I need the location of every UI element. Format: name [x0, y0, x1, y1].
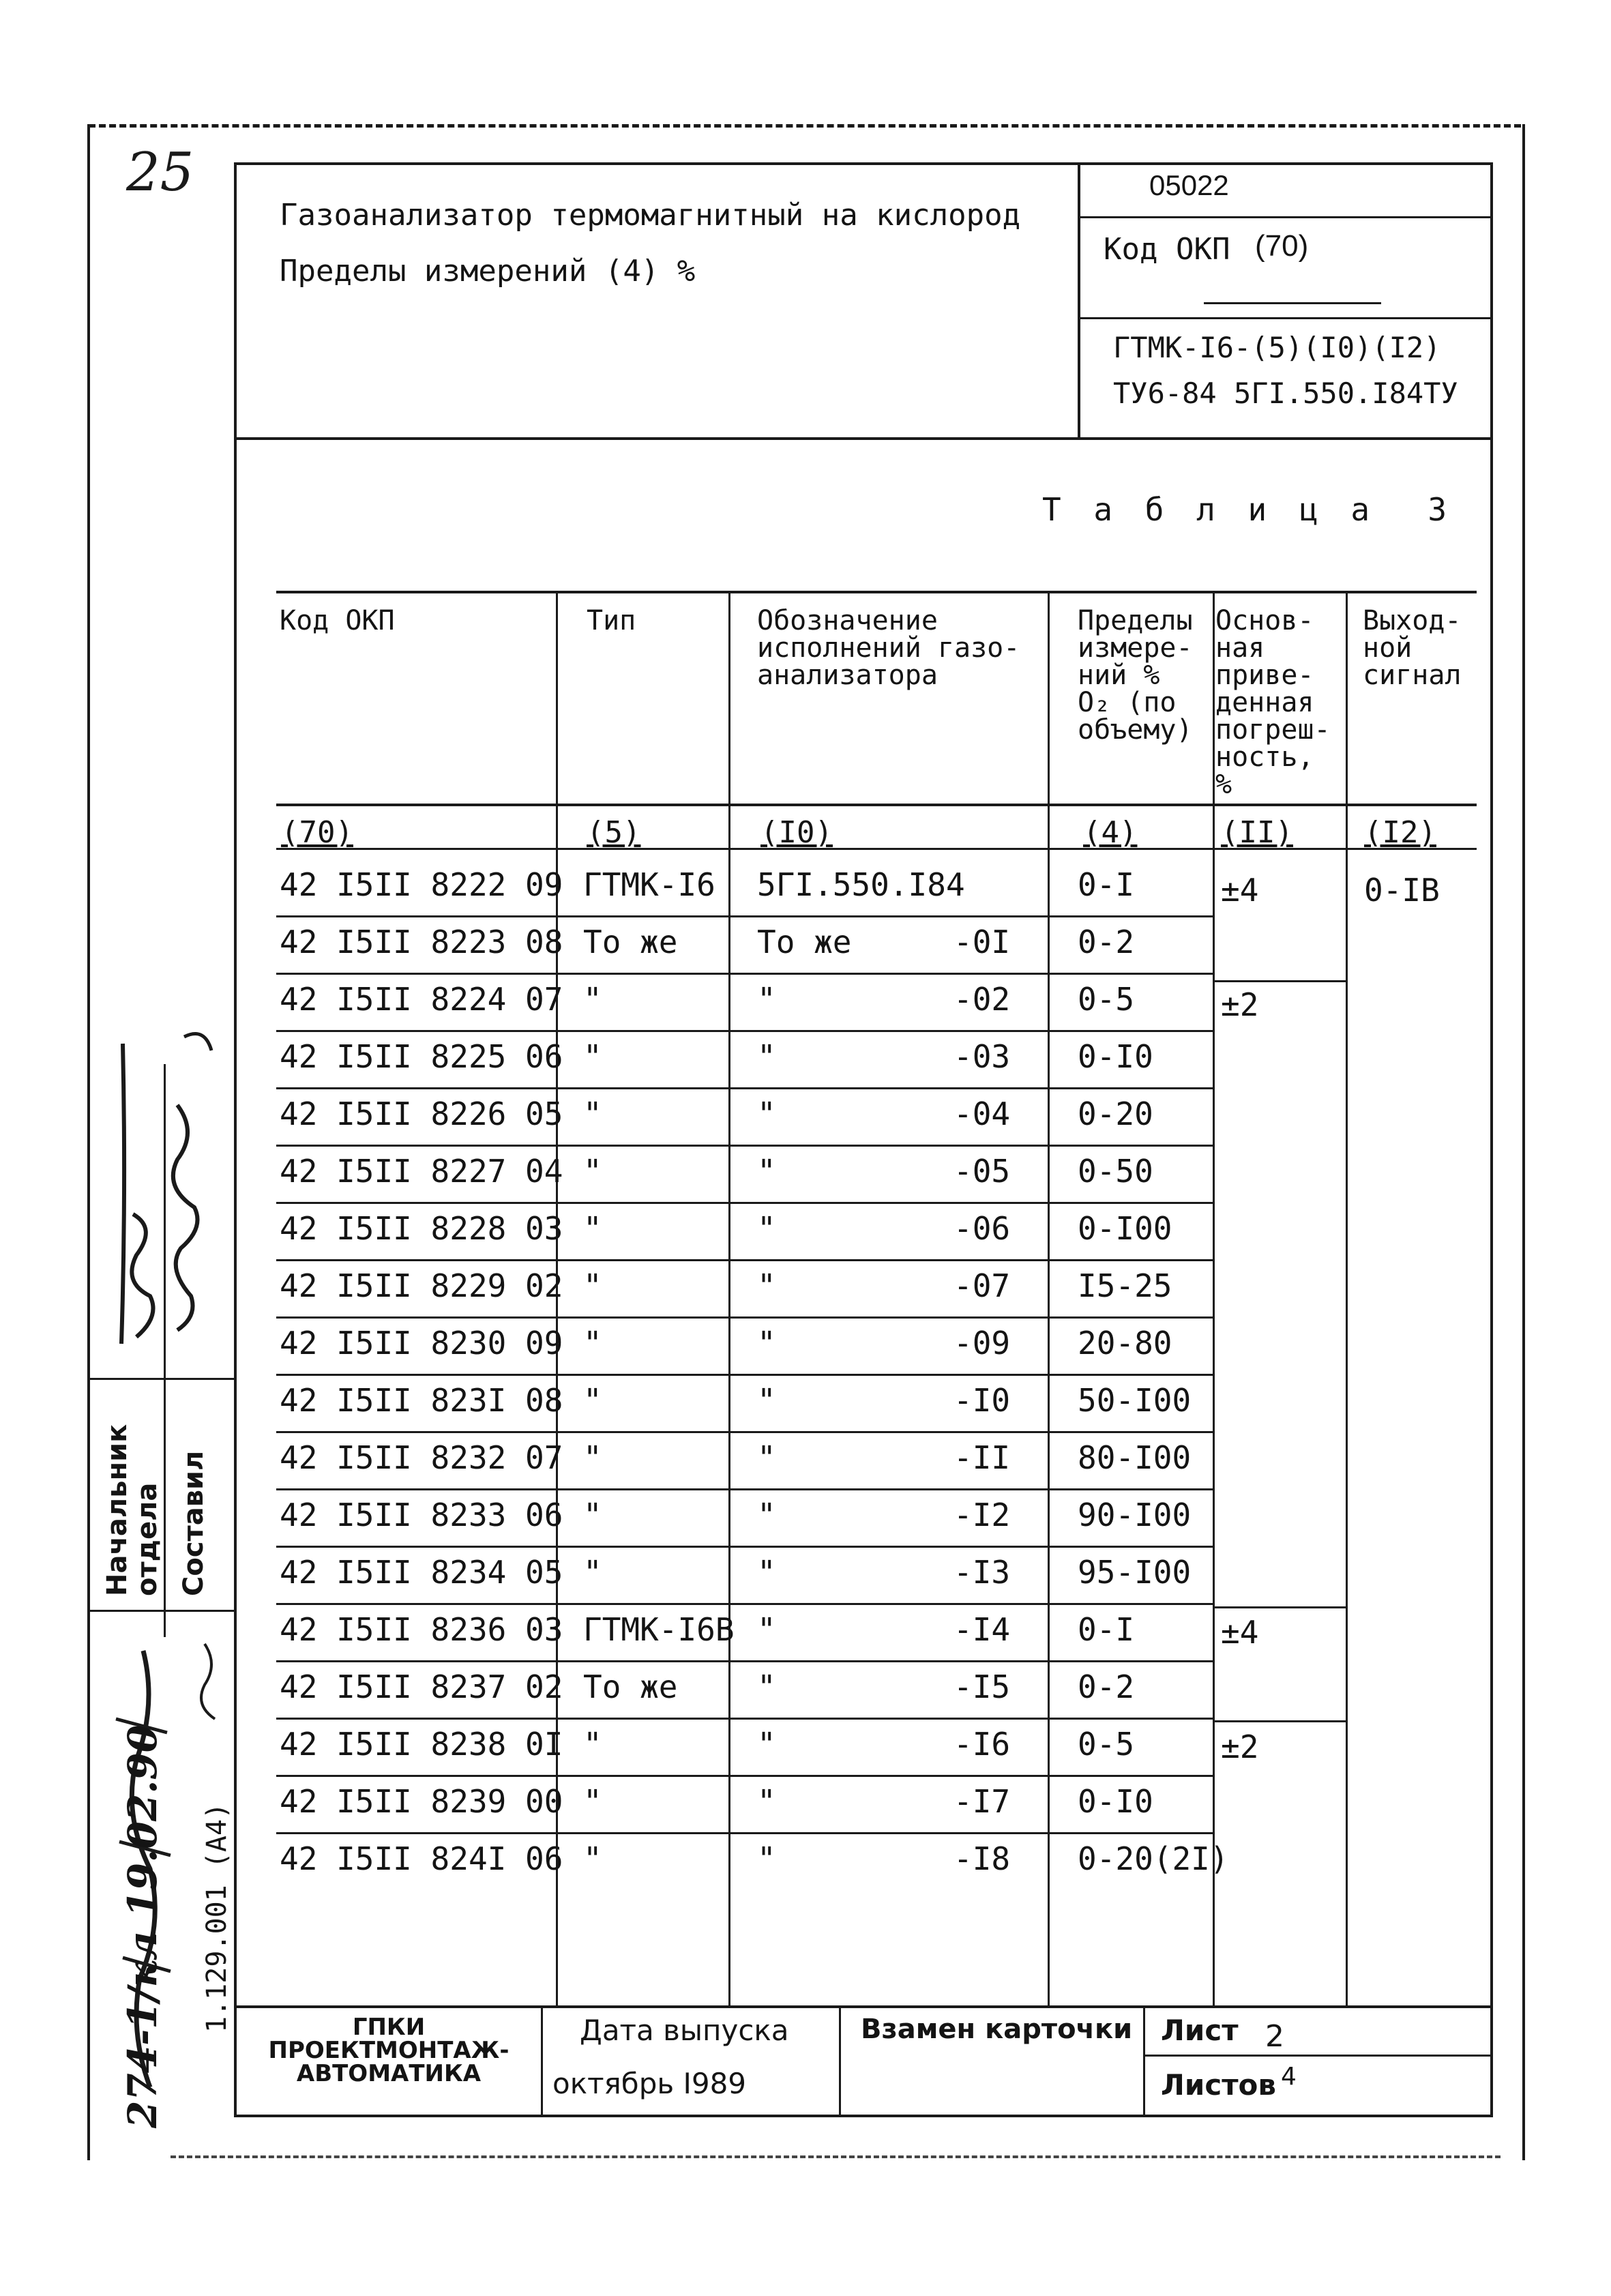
release-date-value: октябрь I989	[552, 2067, 747, 2100]
type-cell: "	[583, 1325, 602, 1362]
header-divider	[234, 437, 1493, 440]
frame-right	[1490, 162, 1493, 2117]
table-top	[276, 591, 1477, 593]
range-cell: 0-20	[1078, 1095, 1153, 1132]
okp-code-cell: 42 I5II 8227 04	[280, 1153, 563, 1190]
col-code-range: (4)	[1083, 815, 1138, 850]
range-cell: I5-25	[1078, 1267, 1172, 1304]
side-strip-line	[89, 1378, 235, 1380]
designation-cell: "	[757, 981, 776, 1018]
row-separator	[276, 1546, 1214, 1548]
type-cell: "	[583, 1153, 602, 1190]
page-border-right	[1522, 124, 1525, 2160]
table-header-line	[276, 804, 1477, 806]
designation-suffix-cell: -I3	[954, 1554, 1011, 1591]
row-separator	[276, 1488, 1214, 1490]
frame-top	[234, 162, 1493, 165]
handwritten-date: 274-1/кл 19.02.90	[119, 1724, 166, 2128]
row-separator	[276, 973, 1214, 975]
type-cell: "	[583, 1382, 602, 1419]
range-cell: 0-2	[1078, 1668, 1135, 1705]
designation-suffix-cell: -02	[954, 981, 1011, 1018]
author-label: Составил	[178, 1450, 209, 1596]
type-cell: "	[583, 1783, 602, 1820]
designation-suffix-cell: -II	[954, 1439, 1011, 1476]
designation-cell: "	[757, 1153, 776, 1190]
release-date-label: Дата выпуска	[580, 2014, 789, 2047]
type-cell: То же	[583, 924, 678, 960]
type-cell: "	[583, 1038, 602, 1075]
col-header-error: Основ- ная приве- денная погреш- ность, %	[1215, 605, 1331, 800]
sheets-label: Листов	[1161, 2068, 1276, 2102]
okp-code-cell: 42 I5II 824I 06	[280, 1840, 563, 1877]
type-cell: То же	[583, 1668, 678, 1705]
designation-suffix-cell: -I0	[954, 1382, 1011, 1419]
row-separator	[276, 1145, 1214, 1147]
row-separator	[276, 1603, 1214, 1605]
range-cell: 0-50	[1078, 1153, 1153, 1190]
designation-suffix-cell: -03	[954, 1038, 1011, 1075]
table-codes-line	[276, 848, 1477, 850]
col-divider-5	[1346, 591, 1348, 2007]
row-separator	[276, 1259, 1214, 1261]
sheet-label: Лист	[1161, 2014, 1239, 2047]
range-cell: 20-80	[1078, 1325, 1172, 1362]
row-separator	[276, 1030, 1214, 1032]
col-divider-2	[728, 591, 730, 2007]
designation-suffix-cell: -0I	[954, 924, 1011, 960]
range-cell: 0-I0	[1078, 1783, 1153, 1820]
okp-code-cell: 42 I5II 8230 09	[280, 1325, 563, 1362]
designation-cell: "	[757, 1210, 776, 1247]
col-code-output: (I2)	[1364, 815, 1436, 850]
designation-cell: "	[757, 1554, 776, 1591]
designation-cell: "	[757, 1095, 776, 1132]
designation-cell: "	[757, 1439, 776, 1476]
row-separator	[276, 1087, 1214, 1089]
document-subtitle: Пределы измерений (4) %	[280, 254, 696, 289]
designation-cell: "	[757, 1325, 776, 1362]
okp-code-cell: 42 I5II 8236 03	[280, 1611, 563, 1648]
type-cell: "	[583, 1095, 602, 1132]
technical-spec: ТУ6-84 5ГI.550.I84ТУ	[1113, 377, 1458, 410]
range-cell: 80-I00	[1078, 1439, 1192, 1476]
range-cell: 0-2	[1078, 924, 1135, 960]
header-code-divider	[1078, 216, 1492, 218]
error-group-divider-1	[1213, 980, 1346, 982]
col-code-designation: (I0)	[760, 815, 833, 850]
okp-code-cell: 42 I5II 8222 09	[280, 866, 563, 903]
footer-sheet-divider	[1143, 2055, 1492, 2057]
error-value: ±2	[1221, 986, 1259, 1023]
page-border-bottom	[171, 2155, 1501, 2158]
type-cell: ГТМК-I6	[583, 866, 715, 903]
okp-code-cell: 42 I5II 8226 05	[280, 1095, 563, 1132]
document-code: 05022	[1149, 169, 1229, 201]
signature-marks	[95, 1023, 232, 1378]
row-separator	[276, 915, 1214, 917]
range-cell: 95-I00	[1078, 1554, 1192, 1591]
designation-cell: "	[757, 1783, 776, 1820]
row-separator	[276, 1202, 1214, 1204]
type-cell: "	[583, 981, 602, 1018]
designation-cell: "	[757, 1038, 776, 1075]
okp-code: (70)	[1255, 229, 1309, 263]
document-title: Газоанализатор термомагнитный на кислород	[280, 198, 1021, 233]
range-cell: 0-I00	[1078, 1210, 1172, 1247]
okp-code-cell: 42 I5II 8237 02	[280, 1668, 563, 1705]
page-border-left	[87, 124, 90, 2160]
col-header-designation: Обозначение исполнений газо- анализатора	[757, 605, 1020, 691]
col-code-okp: (70)	[281, 815, 353, 850]
header-vdivider	[1078, 162, 1080, 439]
okp-code-cell: 42 I5II 8223 08	[280, 924, 563, 960]
footer-divider-2	[839, 2005, 841, 2116]
okp-label: Код ОКП	[1104, 232, 1230, 267]
col-divider-4	[1213, 591, 1215, 2007]
row-separator	[276, 1775, 1214, 1777]
row-separator	[276, 1660, 1214, 1662]
organization: ГПКИ ПРОЕКТМОНТАЖ- АВТОМАТИКА	[268, 2014, 509, 2087]
designation-suffix-cell: -I7	[954, 1783, 1011, 1820]
designation-suffix-cell: -05	[954, 1153, 1011, 1190]
designation-cell: "	[757, 1497, 776, 1533]
error-value: ±2	[1221, 1728, 1259, 1765]
okp-code-cell: 42 I5II 8238 0I	[280, 1726, 563, 1763]
designation-suffix-cell: -04	[954, 1095, 1011, 1132]
okp-code-cell: 42 I5II 8233 06	[280, 1497, 563, 1533]
error-value: ±4	[1221, 1614, 1259, 1651]
col-code-type: (5)	[587, 815, 641, 850]
head-of-department-label: Начальник отдела	[102, 1424, 163, 1596]
table-title: Т а б л и ц а 3	[1042, 491, 1454, 528]
designation-cell: "	[757, 1726, 776, 1763]
designation-suffix-cell: -06	[954, 1210, 1011, 1247]
okp-code-cell: 42 I5II 8232 07	[280, 1439, 563, 1476]
designation-cell: "	[757, 1267, 776, 1304]
sheet-number: 2	[1265, 2019, 1284, 2054]
range-cell: 90-I00	[1078, 1497, 1192, 1533]
page-number: 25	[126, 142, 194, 203]
okp-code-cell: 42 I5II 8229 02	[280, 1267, 563, 1304]
header-okp-divider	[1078, 317, 1492, 319]
footer-divider-1	[541, 2005, 543, 2116]
output-signal: 0-IВ	[1364, 872, 1440, 909]
row-separator	[276, 1316, 1214, 1319]
okp-code-cell: 42 I5II 8225 06	[280, 1038, 563, 1075]
form-code: 1.129.001 (А4)	[201, 1802, 233, 2033]
designation-suffix-cell: -I4	[954, 1611, 1011, 1648]
designation-cell: "	[757, 1611, 776, 1648]
row-separator	[276, 1718, 1214, 1720]
col-header-range: Пределы измере- ний % O₂ (по объему)	[1078, 605, 1193, 746]
col-header-output: Выход- ной сигнал	[1363, 605, 1462, 691]
row-separator	[276, 1832, 1214, 1834]
designation-cell: "	[757, 1668, 776, 1705]
col-divider-3	[1048, 591, 1050, 2007]
error-value: ±4	[1221, 872, 1259, 909]
type-cell: "	[583, 1726, 602, 1763]
designation-suffix-cell: -09	[954, 1325, 1011, 1362]
type-cell: ГТМК-I6В	[583, 1611, 735, 1648]
error-group-divider-3	[1213, 1720, 1346, 1722]
model-designation: ГТМК-I6-(5)(I0)(I2)	[1113, 331, 1441, 364]
designation-suffix-cell: -I8	[954, 1840, 1011, 1877]
footer-divider-3	[1143, 2005, 1145, 2116]
col-header-okp: Код ОКП	[280, 605, 395, 636]
range-cell: 50-I00	[1078, 1382, 1192, 1419]
okp-code-cell: 42 I5II 823I 08	[280, 1382, 563, 1419]
range-cell: 0-20(2I)	[1078, 1840, 1229, 1877]
designation-cell: То же	[757, 924, 852, 960]
side-strip-bottom	[89, 1610, 235, 1612]
footer-top	[234, 2005, 1493, 2008]
range-cell: 0-I	[1078, 866, 1135, 903]
okp-code-cell: 42 I5II 8239 00	[280, 1783, 563, 1820]
type-cell: "	[583, 1840, 602, 1877]
designation-cell: "	[757, 1840, 776, 1877]
row-separator	[276, 1374, 1214, 1376]
error-group-divider-2	[1213, 1606, 1346, 1608]
designation-cell: "	[757, 1382, 776, 1419]
type-cell: "	[583, 1267, 602, 1304]
okp-underline	[1204, 302, 1381, 304]
col-code-error: (II)	[1221, 815, 1293, 850]
okp-code-cell: 42 I5II 8228 03	[280, 1210, 563, 1247]
designation-suffix-cell: -I5	[954, 1668, 1011, 1705]
type-cell: "	[583, 1210, 602, 1247]
type-cell: "	[583, 1439, 602, 1476]
designation-suffix-cell: -I6	[954, 1726, 1011, 1763]
type-cell: "	[583, 1497, 602, 1533]
col-header-type: Тип	[587, 605, 636, 636]
range-cell: 0-5	[1078, 1726, 1135, 1763]
frame-bottom	[234, 2115, 1493, 2117]
page-border-top	[89, 124, 1521, 128]
sheets-count: 4	[1281, 2063, 1297, 2091]
range-cell: 0-I	[1078, 1611, 1135, 1648]
designation-suffix-cell: -07	[954, 1267, 1011, 1304]
type-cell: "	[583, 1554, 602, 1591]
okp-code-cell: 42 I5II 8224 07	[280, 981, 563, 1018]
designation-cell: 5ГI.550.I84	[757, 866, 965, 903]
row-separator	[276, 1431, 1214, 1433]
replaces-card-label: Взамен карточки	[861, 2014, 1133, 2045]
okp-code-cell: 42 I5II 8234 05	[280, 1554, 563, 1591]
range-cell: 0-I0	[1078, 1038, 1153, 1075]
designation-suffix-cell: -I2	[954, 1497, 1011, 1533]
range-cell: 0-5	[1078, 981, 1135, 1018]
